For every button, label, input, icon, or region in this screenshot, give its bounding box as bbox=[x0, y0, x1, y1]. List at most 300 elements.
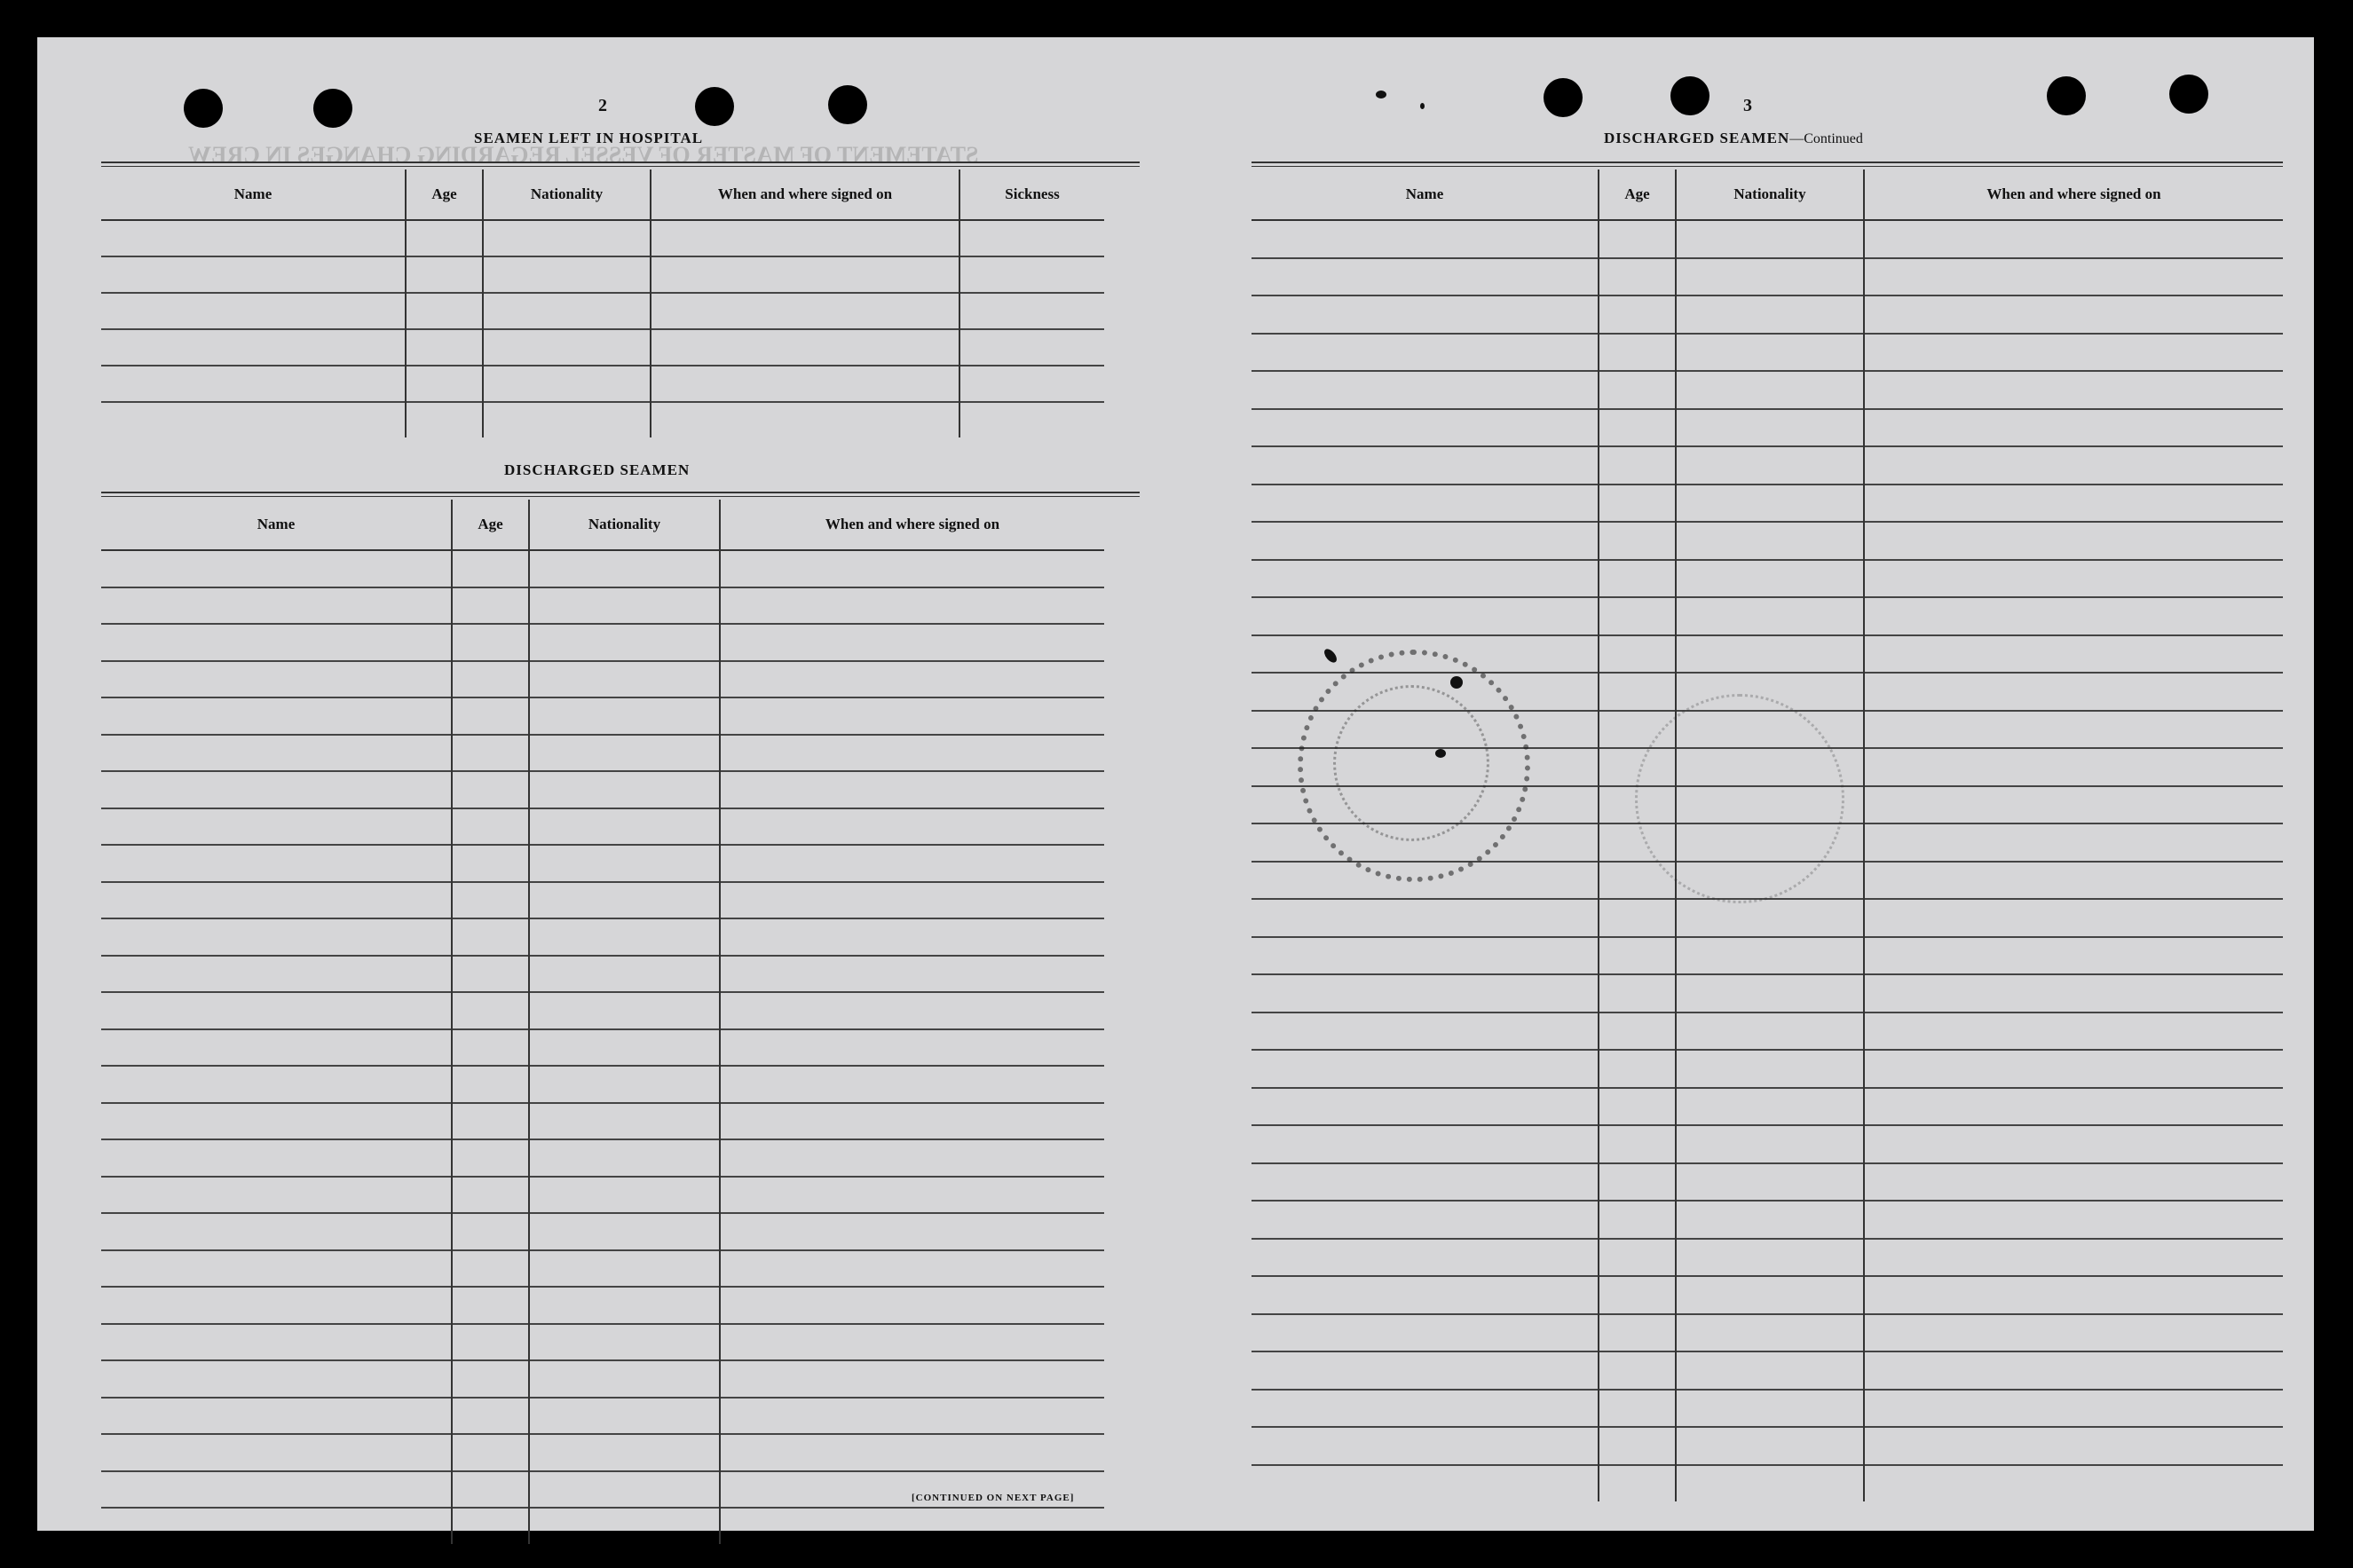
continued-footer: [CONTINUED ON NEXT PAGE] bbox=[912, 1493, 1075, 1503]
table-cell bbox=[483, 220, 651, 256]
column-header-nationality: Nationality bbox=[1676, 169, 1864, 220]
table-cell bbox=[1864, 748, 2283, 786]
column-header-nationality: Nationality bbox=[483, 169, 651, 220]
table-cell bbox=[452, 1324, 529, 1361]
table-cell bbox=[1676, 485, 1864, 523]
table-cell bbox=[529, 1213, 720, 1250]
table-cell bbox=[1252, 1088, 1599, 1126]
table-cell bbox=[452, 1398, 529, 1435]
table-row bbox=[101, 587, 1104, 625]
table-cell bbox=[1252, 974, 1599, 1013]
table-cell bbox=[1676, 597, 1864, 635]
table-cell bbox=[1864, 1125, 2283, 1163]
table-cell bbox=[529, 1398, 720, 1435]
table-cell bbox=[101, 1434, 452, 1471]
table-cell bbox=[1599, 1050, 1676, 1088]
table-cell bbox=[1864, 974, 2283, 1013]
table-row bbox=[1252, 485, 2283, 523]
table-cell bbox=[720, 1360, 1104, 1398]
column-header-name: Name bbox=[1252, 169, 1599, 220]
table-cell bbox=[483, 329, 651, 366]
table-cell bbox=[1864, 1314, 2283, 1352]
table-cell bbox=[1252, 1013, 1599, 1051]
table-cell bbox=[101, 329, 406, 366]
table-cell bbox=[720, 1287, 1104, 1324]
table-cell bbox=[452, 1029, 529, 1067]
table-cell bbox=[529, 587, 720, 625]
table-cell bbox=[452, 661, 529, 698]
table-cell bbox=[529, 735, 720, 772]
table-cell bbox=[406, 402, 483, 437]
table-cell bbox=[529, 771, 720, 808]
table-row bbox=[101, 1213, 1104, 1250]
table-cell bbox=[101, 956, 452, 993]
column-header-signed-on: When and where signed on bbox=[1864, 169, 2283, 220]
table-cell bbox=[959, 256, 1104, 293]
table-cell bbox=[959, 402, 1104, 437]
table-row bbox=[1252, 334, 2283, 372]
table-row bbox=[101, 735, 1104, 772]
table-cell bbox=[101, 366, 406, 402]
table-row bbox=[101, 256, 1104, 293]
discharged-continued-label: DISCHARGED SEAMEN bbox=[1604, 130, 1790, 146]
table-cell bbox=[1864, 1427, 2283, 1465]
table-cell bbox=[1599, 974, 1676, 1013]
table-cell bbox=[1676, 560, 1864, 598]
table-cell bbox=[529, 918, 720, 956]
table-cell bbox=[720, 956, 1104, 993]
table-cell bbox=[959, 329, 1104, 366]
column-header-sickness: Sickness bbox=[959, 169, 1104, 220]
table-cell bbox=[1252, 522, 1599, 560]
table-row bbox=[101, 1287, 1104, 1324]
table-cell bbox=[1599, 1163, 1676, 1202]
table-cell bbox=[452, 697, 529, 735]
table-cell bbox=[1864, 295, 2283, 334]
table-cell bbox=[1864, 597, 2283, 635]
table-row bbox=[1252, 522, 2283, 560]
table-cell bbox=[720, 1324, 1104, 1361]
table-row bbox=[101, 956, 1104, 993]
table-cell bbox=[529, 661, 720, 698]
table-cell bbox=[529, 1029, 720, 1067]
table-cell bbox=[1599, 371, 1676, 409]
table-row bbox=[101, 697, 1104, 735]
table-cell bbox=[1599, 1465, 1676, 1502]
punch-hole bbox=[1544, 78, 1583, 117]
table-cell bbox=[1599, 597, 1676, 635]
table-row bbox=[1252, 1276, 2283, 1314]
table-cell bbox=[1599, 899, 1676, 937]
table-cell bbox=[720, 771, 1104, 808]
table-cell bbox=[1864, 823, 2283, 862]
table-cell bbox=[959, 366, 1104, 402]
table-cell bbox=[720, 845, 1104, 882]
table-cell bbox=[452, 1213, 529, 1250]
table-cell bbox=[1864, 258, 2283, 296]
table-cell bbox=[1676, 295, 1864, 334]
table-cell bbox=[1676, 1013, 1864, 1051]
table-cell bbox=[1599, 220, 1676, 258]
table-cell bbox=[1599, 1276, 1676, 1314]
table-cell bbox=[101, 550, 452, 587]
table-cell bbox=[1599, 1125, 1676, 1163]
hospital-section-title: SEAMEN LEFT IN HOSPITAL bbox=[474, 130, 704, 146]
table-row bbox=[1252, 446, 2283, 485]
table-cell bbox=[452, 771, 529, 808]
table-cell bbox=[1599, 1390, 1676, 1428]
table-cell bbox=[1599, 485, 1676, 523]
table-cell bbox=[720, 661, 1104, 698]
table-cell bbox=[651, 293, 959, 329]
table-cell bbox=[1864, 1390, 2283, 1428]
table-row bbox=[1252, 1088, 2283, 1126]
table-cell bbox=[1599, 1427, 1676, 1465]
table-cell bbox=[720, 1177, 1104, 1214]
table-row bbox=[101, 624, 1104, 661]
table-row bbox=[1252, 1125, 2283, 1163]
table-cell bbox=[720, 587, 1104, 625]
table-cell bbox=[452, 1434, 529, 1471]
table-cell bbox=[101, 882, 452, 919]
table-cell bbox=[651, 366, 959, 402]
table-row bbox=[101, 550, 1104, 587]
table-cell bbox=[529, 1471, 720, 1509]
table-cell bbox=[406, 329, 483, 366]
table-cell bbox=[529, 1066, 720, 1103]
table-cell bbox=[101, 1103, 452, 1140]
column-header-signed-on: When and where signed on bbox=[720, 500, 1104, 550]
column-header-name: Name bbox=[101, 169, 406, 220]
table-cell bbox=[1864, 1088, 2283, 1126]
table-cell bbox=[720, 1398, 1104, 1435]
table-cell bbox=[1252, 1427, 1599, 1465]
table-row bbox=[101, 1360, 1104, 1398]
table-cell bbox=[720, 1139, 1104, 1177]
table-cell bbox=[1864, 711, 2283, 749]
table-cell bbox=[1599, 673, 1676, 711]
table-row bbox=[101, 366, 1104, 402]
table-row bbox=[1252, 409, 2283, 447]
table-row bbox=[1252, 937, 2283, 975]
hospital-table bbox=[101, 169, 1104, 437]
table-cell bbox=[529, 1250, 720, 1288]
table-row bbox=[1252, 1427, 2283, 1465]
table-cell bbox=[1676, 1427, 1864, 1465]
table-cell bbox=[101, 1213, 452, 1250]
document-scan bbox=[37, 37, 2314, 1531]
table-row bbox=[101, 1139, 1104, 1177]
table-cell bbox=[1599, 1201, 1676, 1239]
table-cell bbox=[452, 1139, 529, 1177]
table-cell bbox=[1864, 673, 2283, 711]
table-cell bbox=[720, 1250, 1104, 1288]
table-cell bbox=[452, 735, 529, 772]
table-row bbox=[1252, 597, 2283, 635]
table-cell bbox=[1864, 1050, 2283, 1088]
table-cell bbox=[452, 1250, 529, 1288]
table-cell bbox=[452, 918, 529, 956]
table-cell bbox=[529, 882, 720, 919]
table-cell bbox=[529, 1103, 720, 1140]
table-cell bbox=[529, 845, 720, 882]
table-cell bbox=[1676, 446, 1864, 485]
punch-hole bbox=[1670, 76, 1709, 115]
table-cell bbox=[1676, 1276, 1864, 1314]
table-cell bbox=[1252, 1163, 1599, 1202]
table-cell bbox=[1599, 258, 1676, 296]
table-cell bbox=[452, 587, 529, 625]
table-cell bbox=[101, 1398, 452, 1435]
table-cell bbox=[452, 1177, 529, 1214]
table-cell bbox=[1864, 220, 2283, 258]
table-cell bbox=[1676, 1163, 1864, 1202]
table-cell bbox=[101, 1471, 452, 1509]
table-cell bbox=[452, 1287, 529, 1324]
table-cell bbox=[1252, 258, 1599, 296]
table-row bbox=[101, 918, 1104, 956]
punch-hole bbox=[184, 89, 223, 128]
table-cell bbox=[1676, 1125, 1864, 1163]
table-cell bbox=[101, 771, 452, 808]
table-cell bbox=[1252, 1351, 1599, 1390]
table-cell bbox=[101, 918, 452, 956]
table-cell bbox=[1599, 1088, 1676, 1126]
table-cell bbox=[1864, 937, 2283, 975]
table-cell bbox=[1864, 334, 2283, 372]
table-row bbox=[101, 402, 1104, 437]
table-cell bbox=[452, 845, 529, 882]
table-cell bbox=[1599, 1314, 1676, 1352]
table-row bbox=[101, 1177, 1104, 1214]
table-cell bbox=[1599, 522, 1676, 560]
ink-blot bbox=[1376, 91, 1386, 98]
table-cell bbox=[1676, 1314, 1864, 1352]
page-number-right: 3 bbox=[1743, 96, 1752, 115]
punch-hole bbox=[313, 89, 352, 128]
column-header-age: Age bbox=[452, 500, 529, 550]
table-row bbox=[1252, 1465, 2283, 1502]
table-cell bbox=[1252, 1125, 1599, 1163]
table-cell bbox=[1676, 334, 1864, 372]
table-row bbox=[101, 661, 1104, 698]
table-cell bbox=[720, 1103, 1104, 1140]
table-cell bbox=[1252, 1201, 1599, 1239]
table-row bbox=[1252, 371, 2283, 409]
continued-suffix: —Continued bbox=[1789, 131, 1863, 146]
table-row bbox=[1252, 1314, 2283, 1352]
table-cell bbox=[1864, 371, 2283, 409]
table-cell bbox=[1599, 334, 1676, 372]
table-cell bbox=[1864, 485, 2283, 523]
table-row bbox=[1252, 1390, 2283, 1428]
table-cell bbox=[1252, 1390, 1599, 1428]
table-cell bbox=[1864, 1239, 2283, 1277]
column-header-name: Name bbox=[101, 500, 452, 550]
table-cell bbox=[529, 1177, 720, 1214]
table-cell bbox=[1864, 862, 2283, 900]
table-cell bbox=[1252, 1465, 1599, 1502]
table-row bbox=[1252, 258, 2283, 296]
table-cell bbox=[101, 845, 452, 882]
table-cell bbox=[101, 1287, 452, 1324]
table-cell bbox=[1252, 1276, 1599, 1314]
table-cell bbox=[1599, 409, 1676, 447]
table-cell bbox=[1599, 1351, 1676, 1390]
table-cell bbox=[1252, 220, 1599, 258]
table-cell bbox=[651, 329, 959, 366]
table-cell bbox=[101, 697, 452, 735]
column-header-nationality: Nationality bbox=[529, 500, 720, 550]
discharged-section-title: DISCHARGED SEAMEN bbox=[504, 461, 691, 478]
table-row bbox=[101, 808, 1104, 846]
table-row bbox=[1252, 220, 2283, 258]
faded-stamp bbox=[1635, 694, 1844, 903]
table-cell bbox=[101, 220, 406, 256]
table-cell bbox=[1599, 560, 1676, 598]
punch-hole bbox=[695, 87, 734, 126]
table-cell bbox=[101, 402, 406, 437]
table-row bbox=[101, 1324, 1104, 1361]
table-cell bbox=[529, 1434, 720, 1471]
table-row bbox=[101, 1250, 1104, 1288]
table-row bbox=[1252, 560, 2283, 598]
table-cell bbox=[1676, 258, 1864, 296]
table-row bbox=[101, 1508, 1104, 1544]
table-row bbox=[101, 882, 1104, 919]
table-cell bbox=[1599, 295, 1676, 334]
table-cell bbox=[1252, 1314, 1599, 1352]
table-row bbox=[1252, 1351, 2283, 1390]
table-cell bbox=[1676, 1390, 1864, 1428]
table-cell bbox=[720, 918, 1104, 956]
table-cell bbox=[1599, 1239, 1676, 1277]
table-cell bbox=[101, 1066, 452, 1103]
table-cell bbox=[1864, 1013, 2283, 1051]
table-cell bbox=[406, 256, 483, 293]
table-cell bbox=[529, 1324, 720, 1361]
table-cell bbox=[720, 1029, 1104, 1067]
table-row bbox=[1252, 974, 2283, 1013]
table-cell bbox=[529, 550, 720, 587]
table-cell bbox=[483, 293, 651, 329]
table-cell bbox=[1252, 1239, 1599, 1277]
table-cell bbox=[1864, 1163, 2283, 1202]
table-cell bbox=[720, 735, 1104, 772]
table-cell bbox=[959, 293, 1104, 329]
table-cell bbox=[529, 1139, 720, 1177]
table-cell bbox=[1599, 1013, 1676, 1051]
table-cell bbox=[720, 992, 1104, 1029]
table-cell bbox=[452, 992, 529, 1029]
table-cell bbox=[101, 1250, 452, 1288]
table-cell bbox=[452, 1066, 529, 1103]
discharged-continued-title bbox=[1604, 130, 1863, 147]
table-cell bbox=[529, 624, 720, 661]
table-cell bbox=[1864, 899, 2283, 937]
page-number-left: 2 bbox=[598, 96, 607, 115]
table-cell bbox=[1864, 446, 2283, 485]
table-cell bbox=[529, 808, 720, 846]
table-row bbox=[101, 1434, 1104, 1471]
table-cell bbox=[1864, 1351, 2283, 1390]
table-row bbox=[101, 1103, 1104, 1140]
table-cell bbox=[101, 661, 452, 698]
table-row bbox=[1252, 1239, 2283, 1277]
table-cell bbox=[1252, 899, 1599, 937]
table-cell bbox=[529, 697, 720, 735]
table-cell bbox=[101, 1029, 452, 1067]
table-cell bbox=[483, 402, 651, 437]
table-cell bbox=[101, 808, 452, 846]
table-cell bbox=[1864, 560, 2283, 598]
table-cell bbox=[1864, 1276, 2283, 1314]
table-cell bbox=[1864, 1201, 2283, 1239]
table-cell bbox=[101, 1508, 452, 1544]
table-cell bbox=[1252, 597, 1599, 635]
table-cell bbox=[1676, 635, 1864, 674]
table-cell bbox=[651, 256, 959, 293]
ink-blot bbox=[1450, 676, 1463, 689]
table-cell bbox=[1864, 786, 2283, 824]
table-cell bbox=[1252, 937, 1599, 975]
table-cell bbox=[1252, 371, 1599, 409]
table-row bbox=[101, 845, 1104, 882]
table-row bbox=[101, 1029, 1104, 1067]
table-cell bbox=[101, 735, 452, 772]
table-cell bbox=[529, 992, 720, 1029]
table-cell bbox=[452, 956, 529, 993]
table-row bbox=[1252, 899, 2283, 937]
table-cell bbox=[1676, 937, 1864, 975]
table-cell bbox=[1676, 974, 1864, 1013]
table-cell bbox=[1599, 937, 1676, 975]
table-cell bbox=[720, 550, 1104, 587]
table-cell bbox=[1676, 1465, 1864, 1502]
table-cell bbox=[452, 808, 529, 846]
table-row bbox=[101, 1398, 1104, 1435]
table-cell bbox=[1252, 1050, 1599, 1088]
table-row bbox=[101, 1066, 1104, 1103]
column-header-signed-on: When and where signed on bbox=[651, 169, 959, 220]
table-cell bbox=[1864, 635, 2283, 674]
table-cell bbox=[529, 956, 720, 993]
table-cell bbox=[483, 366, 651, 402]
table-cell bbox=[101, 1177, 452, 1214]
table-cell bbox=[1676, 220, 1864, 258]
table-cell bbox=[101, 1139, 452, 1177]
table-cell bbox=[1676, 1050, 1864, 1088]
table-cell bbox=[101, 1360, 452, 1398]
table-cell bbox=[1676, 409, 1864, 447]
table-cell bbox=[1252, 560, 1599, 598]
table-cell bbox=[1676, 1201, 1864, 1239]
table-cell bbox=[720, 882, 1104, 919]
table-cell bbox=[1252, 446, 1599, 485]
table-cell bbox=[1676, 1088, 1864, 1126]
table-cell bbox=[101, 256, 406, 293]
table-cell bbox=[529, 1508, 720, 1544]
table-cell bbox=[452, 882, 529, 919]
table-cell bbox=[1864, 522, 2283, 560]
table-cell bbox=[1676, 1239, 1864, 1277]
table-row bbox=[101, 220, 1104, 256]
table-row bbox=[1252, 1201, 2283, 1239]
table-row bbox=[101, 329, 1104, 366]
table-row bbox=[1252, 1163, 2283, 1202]
table-cell bbox=[720, 697, 1104, 735]
table-cell bbox=[1252, 485, 1599, 523]
